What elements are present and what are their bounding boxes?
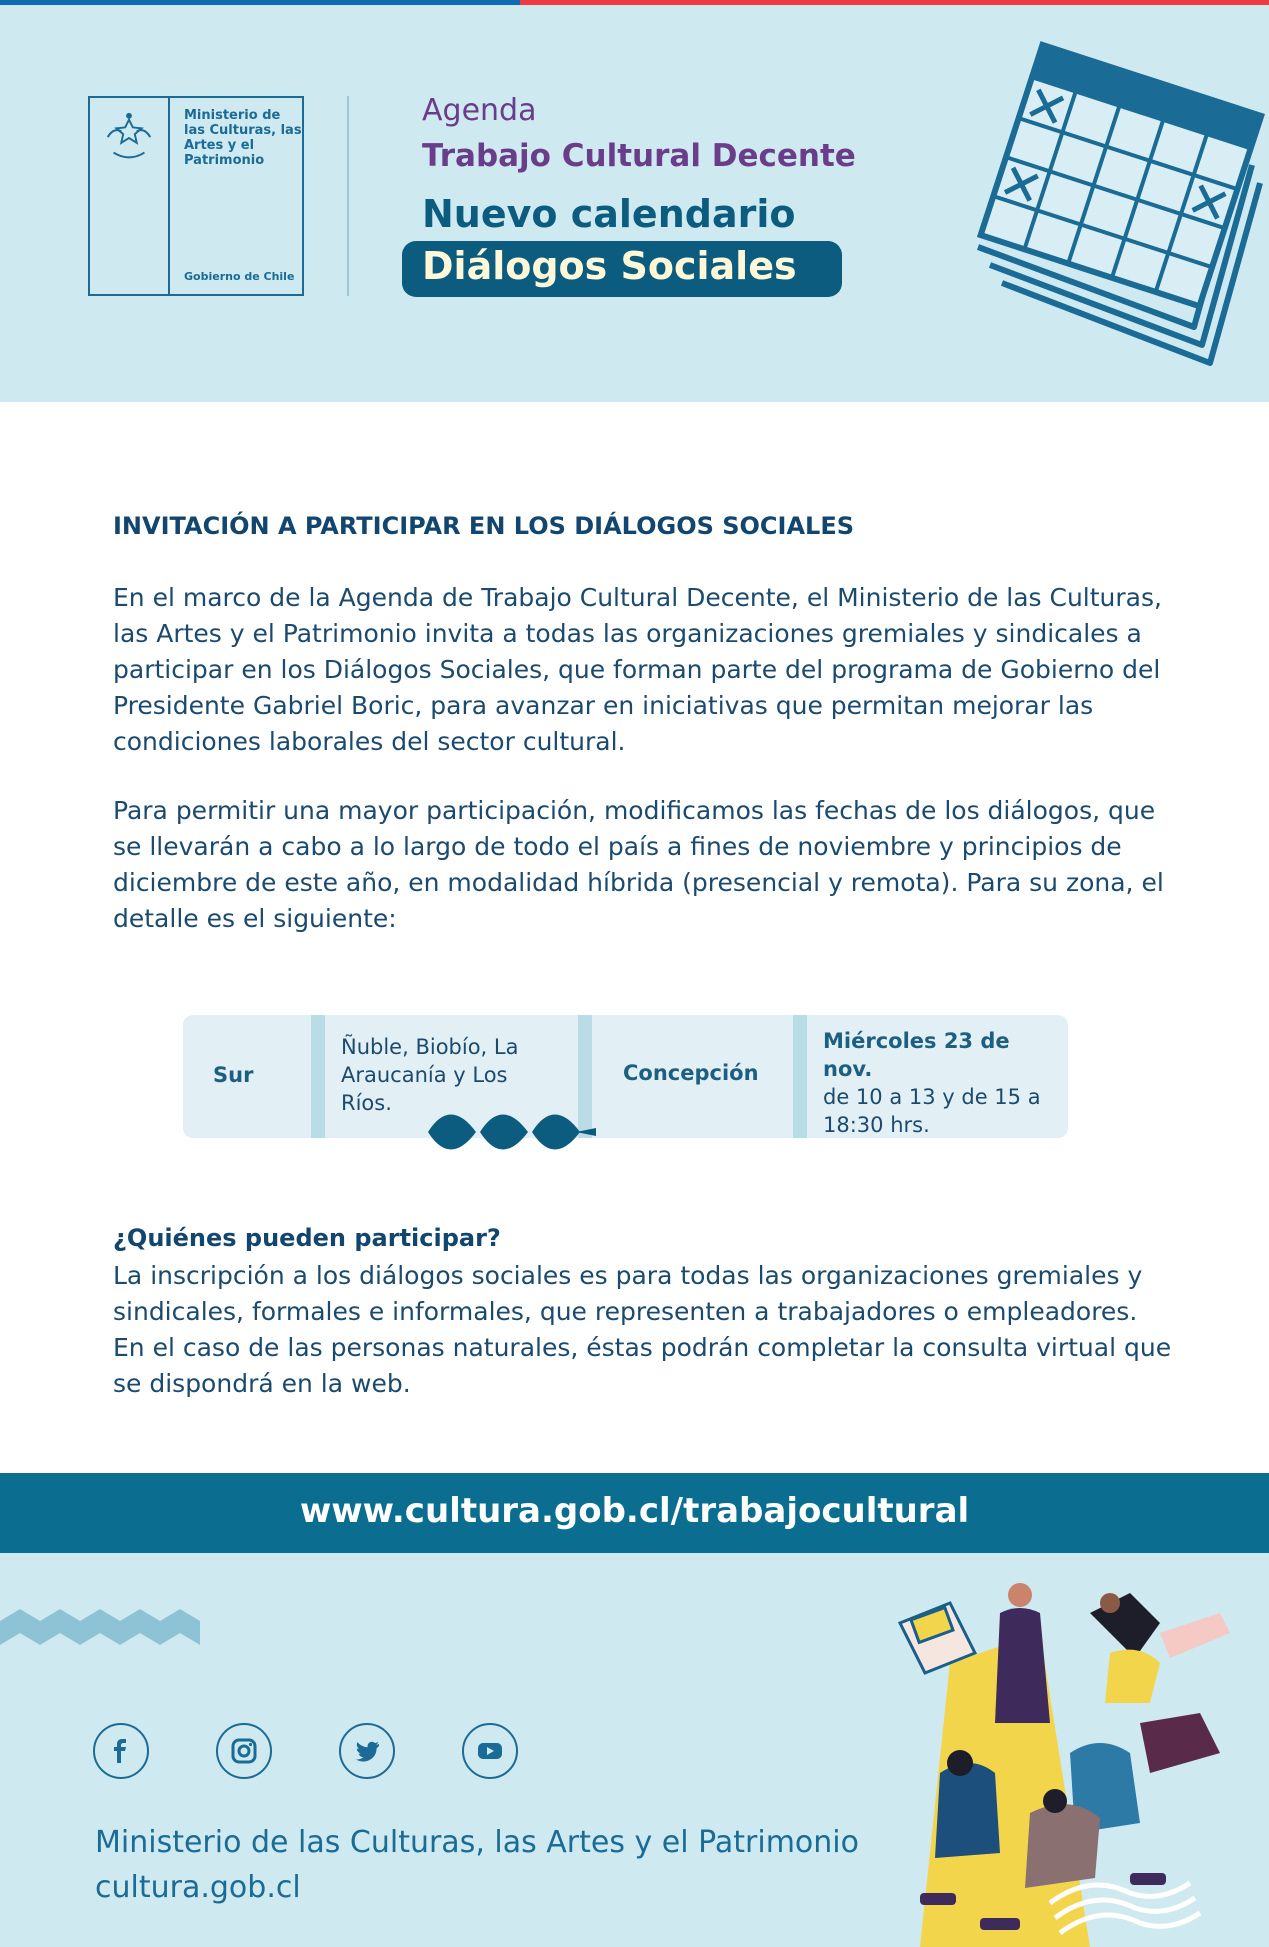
invitation-title: INVITACIÓN A PARTICIPAR EN LOS DIÁLOGOS SOCIALES [113,512,855,540]
facebook-icon[interactable] [93,1723,149,1779]
footer-ministry: Ministerio de las Culturas, las Artes y el Patrimonio [95,1825,859,1860]
schedule-regions: Ñuble, Biobío, La Araucanía y Los Ríos. [341,1035,519,1115]
url-banner [0,1473,1269,1553]
logo-ministry-name: Ministerio de las Culturas, las Artes y el Patrimonio [184,108,302,168]
youtube-icon[interactable] [462,1723,518,1779]
logo-divider [168,98,170,294]
schedule-date-day: Miércoles 23 de nov. [823,1029,1010,1081]
footer [0,1553,1269,1947]
logo-government-name: Gobierno de Chile [184,270,295,283]
who-paragraph: La inscripción a los diálogos sociales es para todas las organizaciones gremiales y sindicales, formales e informales, que representen a trabajadores o empleadores. En el caso de las personas naturales, éstas podrán completar la consulta virtual que se dispondrá en la web. [113,1261,1172,1398]
government-logo [88,96,304,296]
people-illustration [880,1573,1269,1947]
invitation-paragraph-2: Para permitir una mayor participación, modificamos las fechas de los diálogos, que se llevarán a cabo a lo largo de todo el país a fines de noviembre y principios de diciembre de este año, en modalidad híbrida (presencial y remota). Para su zona, el detalle es el siguiente: [113,796,1164,933]
schedule-zone: Sur [213,1063,254,1087]
who-title: ¿Quiénes pueden participar? [113,1224,501,1252]
schedule-divider [793,1015,807,1138]
schedule-date [823,1027,1063,1139]
schedule-city: Concepción [623,1061,759,1085]
header-banner [0,5,1269,402]
schedule-divider [311,1015,325,1138]
twitter-icon[interactable] [339,1723,395,1779]
invitation-paragraph-1: En el marco de la Agenda de Trabajo Cultural Decente, el Ministerio de las Culturas, las Artes y el Patrimonio invita a todas las organizaciones gremiales y sindicales a participar en los Diálogos Sociales, que forman parte del programa de Gobierno del Presidente Gabriel Boric, para avanzar en iniciativas que permitan mejorar las condiciones laborales del sector cultural. [113,583,1162,756]
website-link[interactable]: www.cultura.gob.cl/trabajocultural [299,1491,970,1531]
zigzag-decoration [0,1601,210,1661]
header-dialogues: Diálogos Sociales [422,244,797,288]
header-agenda: Agenda [422,93,537,128]
header-divider [347,96,349,296]
schedule-date-time: de 10 a 13 y de 15 a 18:30 hrs. [823,1085,1041,1137]
coat-of-arms-icon [100,110,158,168]
instagram-icon[interactable] [216,1723,272,1779]
footer-domain[interactable]: cultura.gob.cl [95,1870,301,1905]
location-drops-icon [420,1092,660,1172]
header-agenda-name: Trabajo Cultural Decente [422,138,856,174]
calendar-icon [960,33,1269,393]
header-new-calendar: Nuevo calendario [422,192,796,236]
